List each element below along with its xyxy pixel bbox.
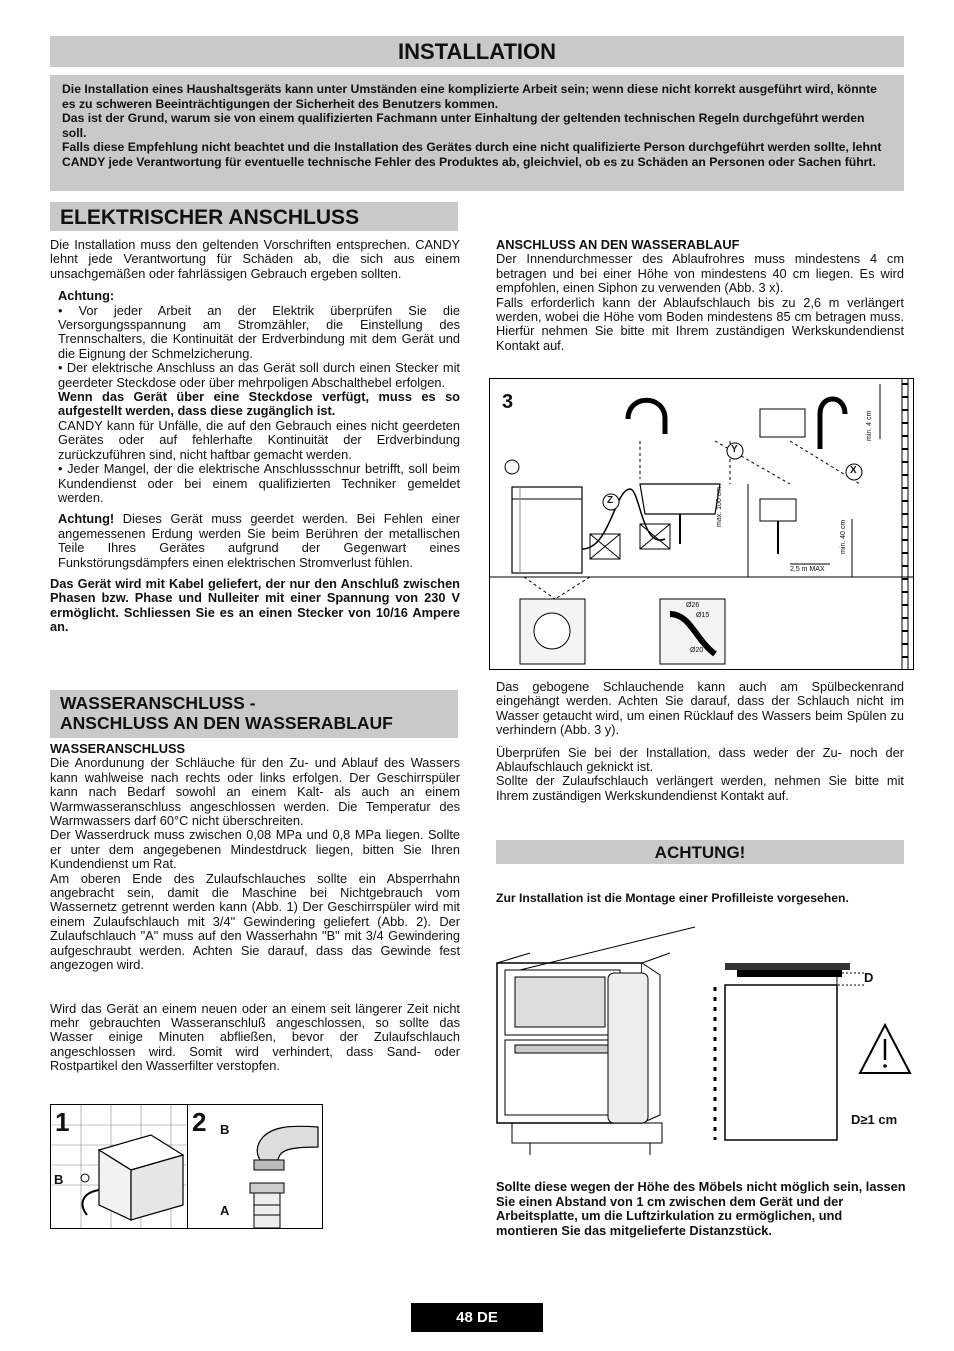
drain-text <box>496 238 904 353</box>
warning-illustration <box>490 915 915 1165</box>
scale-tick <box>902 539 908 541</box>
scale-tick <box>902 383 908 385</box>
electrical-text <box>50 238 460 635</box>
section-title-water-line2: ANSCHLUSS AN DEN WASSERABLAUF <box>60 713 393 733</box>
drain-text-2 <box>496 680 904 803</box>
scale-tick <box>902 552 908 554</box>
scale-tick <box>902 656 908 658</box>
warning-label-d1cm: D≥1 cm <box>851 1112 898 1127</box>
water-subtitle: WASSERANSCHLUSS <box>50 741 186 756</box>
intro-paragraph-3: Falls diese Empfehlung nicht beachtet und die Installation des Gerätes durch eine nicht qualifizierte Person durchgeführt werden sollte, lehnt CANDY jede Verantwortung für eventuelle technische Fehler des Produktes ab, gleichviel, ob es zu Schäden an Personen oder Sachen führt. <box>62 140 882 169</box>
intro-paragraph-1: Die Installation eines Haushaltsgeräts kann unter Umständen eine komplizierte Arbeit sein; wenn diese nicht korrekt ausgeführt wird, könnte es zu schweren Beeinträchtigungen der Sicherheit des Benutzers kommen. <box>62 82 877 111</box>
scale-tick <box>902 474 908 476</box>
page-title: INSTALLATION <box>50 36 904 67</box>
figure-3-label-x: X <box>850 465 857 476</box>
achtung-grounding <box>58 512 460 570</box>
scale-tick <box>902 500 908 502</box>
figure-1-illustration <box>51 1105 188 1228</box>
figure-3-illustration <box>490 379 913 669</box>
electrical-bullet-3: • Jeder Mangel, der die elektrische Anschlussschnur betrifft, soll beim Kundendienst oder bei einem qualifizierten Techniker gemeldet werden. <box>58 461 460 505</box>
figure-3-min4: min. 4 cm <box>866 410 873 441</box>
electrical-cable-note: Das Gerät wird mit Kabel geliefert, der nur den Anschluß zwischen Phasen bzw. Phase und Nulleiter mit einer Spannung von 230 V ermöglicht. Schliessen Sie es an einen Stecker von 10/16 Ampere an. <box>50 575 460 635</box>
figure-2-number: 2 <box>192 1107 207 1137</box>
water-paragraph-1: Die Anordunung der Schläuche für den Zu- und Ablauf des Wassers kann wahlweise nach rechts oder links erfolgen. Der Geschirrspüler kann nach Bedarf sowohl an einem Kalt- als auch an einem Warmwasseranschluss angeschlossen werden. Die Temperatur des Warmwassers darf 60°C nicht überschreiten. <box>50 755 460 829</box>
warning-paragraph-1: Zur Installation ist die Montage einer Profilleiste vorgesehen. <box>496 891 849 905</box>
scale-tick <box>902 461 908 463</box>
electrical-paragraph-1: Die Installation muss den geltenden Vorschriften entsprechen. CANDY lehnt jede Verantwortung für Schäden ab, die sich aus einem unsachgemäßen oder fahrlässigen Gebrauch ergeben sollten. <box>50 237 460 281</box>
achtung-grounding-label: Achtung! <box>58 511 115 527</box>
scale-tick <box>902 526 908 528</box>
figure-3-scale <box>902 383 908 658</box>
scale-tick <box>902 604 908 606</box>
figure-3-max25: 2,5 m MAX <box>790 566 825 573</box>
section-title-water-line1: WASSERANSCHLUSS - <box>60 693 256 713</box>
scale-tick <box>902 487 908 489</box>
page-number: 48 DE <box>411 1303 543 1332</box>
section-title-warning: ACHTUNG! <box>496 840 904 864</box>
electrical-bullet-2: • Der elektrische Anschluss an das Gerät soll durch einen Stecker mit geerdeter Steckdose oder über mehrpoligen Abschalthebel erfolgen. <box>58 360 460 390</box>
water-paragraph-3: Am oberen Ende des Zulaufschlauches sollte ein Absperrhahn angebracht sein, damit die Maschine bei Nichtgebrauch vom Wassernetz getrennt werden kann (Abb. 1) Der Geschirrspüler wird mit einem Zulaufschlauch mit 3/4" Gewindering geliefert (Abb. 2). Der Zulaufschlauch "A" muss auf den Wasserhahn "B" mit 3/4 Gewindering aufgeschraubt werden. Achten Sie darauf, dass das Gewinde fest angezogen wird. <box>50 870 460 973</box>
figure-3-label-z: Z <box>607 495 614 506</box>
scale-tick <box>902 396 908 398</box>
figure-3-label-y: Y <box>731 444 738 455</box>
drain-paragraph-2: Falls erforderlich kann der Ablaufschlauch bis zu 2,6 m verlängert werden, wobei die Höhe vom Boden mindestens 85 cm betragen muss. Hierfür nehmen Sie bitte mit Ihrem zuständigen Werkskundendienst Kontakt auf. <box>496 294 904 353</box>
figure-1 <box>50 1104 189 1229</box>
scale-tick <box>902 578 908 580</box>
water-paragraph-4: Wird das Gerät an einem neuen oder an einem seit längerer Zeit nicht mehr gebrauchten Wasseranschluß angeschlossen, so sollte das Wasser einige Minuten abfließen, bevor der Zulaufschlauch angeschlossen wird. Somit wird verhindert, dass Sand- oder Rostpartikel den Wasserfilter verstopfen. <box>50 1000 460 1074</box>
figure-2-illustration <box>188 1105 322 1228</box>
figure-1-number: 1 <box>55 1107 70 1137</box>
scale-tick <box>902 591 908 593</box>
intro-paragraph-2: Das ist der Grund, warum sie von einem qualifizierten Fachmann unter Einhaltung der geltenden technischen Regeln durchgeführt werden soll. <box>62 111 865 140</box>
figure-3-max100: max. 100 cm <box>716 486 723 527</box>
electrical-paragraph-2: CANDY kann für Unfälle, die auf den Gebrauch eines nicht geerdeten Gerätes oder auf fehlerhafte Kontinuität der Erdverbindung zurückzuführen sind, nicht haftbar gemacht werden. <box>58 417 460 462</box>
drain-paragraph-5: Sollte der Zulaufschlauch verlängert werden, nehmen Sie bitte mit Ihrem zuständigen Werkskundendienst Kontakt auf. <box>496 773 904 803</box>
scale-tick <box>902 617 908 619</box>
figure-3-d26: Ø26 <box>686 602 700 609</box>
intro-box <box>50 75 904 191</box>
water-text <box>50 742 460 1074</box>
drain-paragraph-1: Der Innendurchmesser des Ablaufrohres muss mindestens 4 cm betragen und bei einer Höhe von mindestens 40 cm liegen. Es wird empfohlen, einen Siphon zu verwenden (Abb. 3 x). <box>496 251 904 296</box>
drain-paragraph-3: Das gebogene Schlauchende kann auch am Spülbeckenrand eingehängt werden. Achten Sie darauf, dass der Schlauch nicht im Wasser getaucht wird, um einen Rücklauf des Wassers beim Spülen zu verhindern (Abb. 3 y). <box>496 679 904 738</box>
drain-paragraph-4: Überprüfen Sie bei der Installation, dass weder der Zu- noch der Ablaufschlauch geknickt ist. <box>496 744 904 775</box>
scale-tick <box>902 565 908 567</box>
electrical-bold-note: Wenn das Gerät über eine Steckdose verfügt, muss es so aufgestellt werden, dass diese zugänglich ist. <box>58 389 460 419</box>
section-title-electrical: ELEKTRISCHER ANSCHLUSS <box>50 202 458 231</box>
warning-paragraph-2: Sollte diese wegen der Höhe des Möbels nicht möglich sein, lassen Sie einen Abstand von 1 cm zwischen dem Gerät und der Arbeitsplatte, um die Luftzirkulation zu ermöglichen, und montieren Sie das mitgelieferte Distanzstück. <box>496 1179 906 1238</box>
figure-3-d15: Ø15 <box>696 612 710 619</box>
figure-2 <box>187 1104 323 1229</box>
scale-tick <box>902 422 908 424</box>
scale-tick <box>902 630 908 632</box>
achtung-grounding-text: Dieses Gerät muss geerdet werden. Bei Fehlen einer angemessenen Erdung werden Sie beim Berühren der metallischen Teile Ihres Gerätes aufgrund der Gegenwart eines Funkstörungsdämpfers einen elektrischen Stromverlust fühlen. <box>58 511 460 570</box>
achtung-label: Achtung: <box>58 288 115 304</box>
scale-tick <box>902 643 908 645</box>
scale-tick <box>902 409 908 411</box>
scale-tick <box>902 513 908 515</box>
figure-2-label-b: B <box>220 1122 230 1137</box>
figure-1-label-b: B <box>54 1172 64 1187</box>
water-paragraph-2: Der Wasserdruck muss zwischen 0,08 MPa und 0,8 MPa liegen. Sollte er unter dem angegebenen Mindestdruck liegen, bitten Sie Ihren Kundendienst um Rat. <box>50 827 460 872</box>
scale-tick <box>902 435 908 437</box>
warning-label-d: D <box>864 970 874 985</box>
electrical-bullet-1: • Vor jeder Arbeit an der Elektrik überprüfen Sie die Versorgungsspannung am Stromzähler, die Einstellung des Trennschalters, die Kontinuität der Erdverbindung mit dem Gerät und die Eignung der Schmelzicherung. <box>58 302 460 361</box>
drain-subtitle: ANSCHLUSS AN DEN WASSERABLAUF <box>496 237 740 252</box>
figure-3-min40: min. 40 cm <box>840 519 847 554</box>
figure-2-label-a: A <box>220 1203 230 1218</box>
figure-3-d20: Ø20 <box>690 647 704 654</box>
figure-3-number: 3 <box>502 391 514 413</box>
figure-3 <box>489 378 914 670</box>
section-title-water <box>50 690 458 738</box>
scale-tick <box>902 448 908 450</box>
